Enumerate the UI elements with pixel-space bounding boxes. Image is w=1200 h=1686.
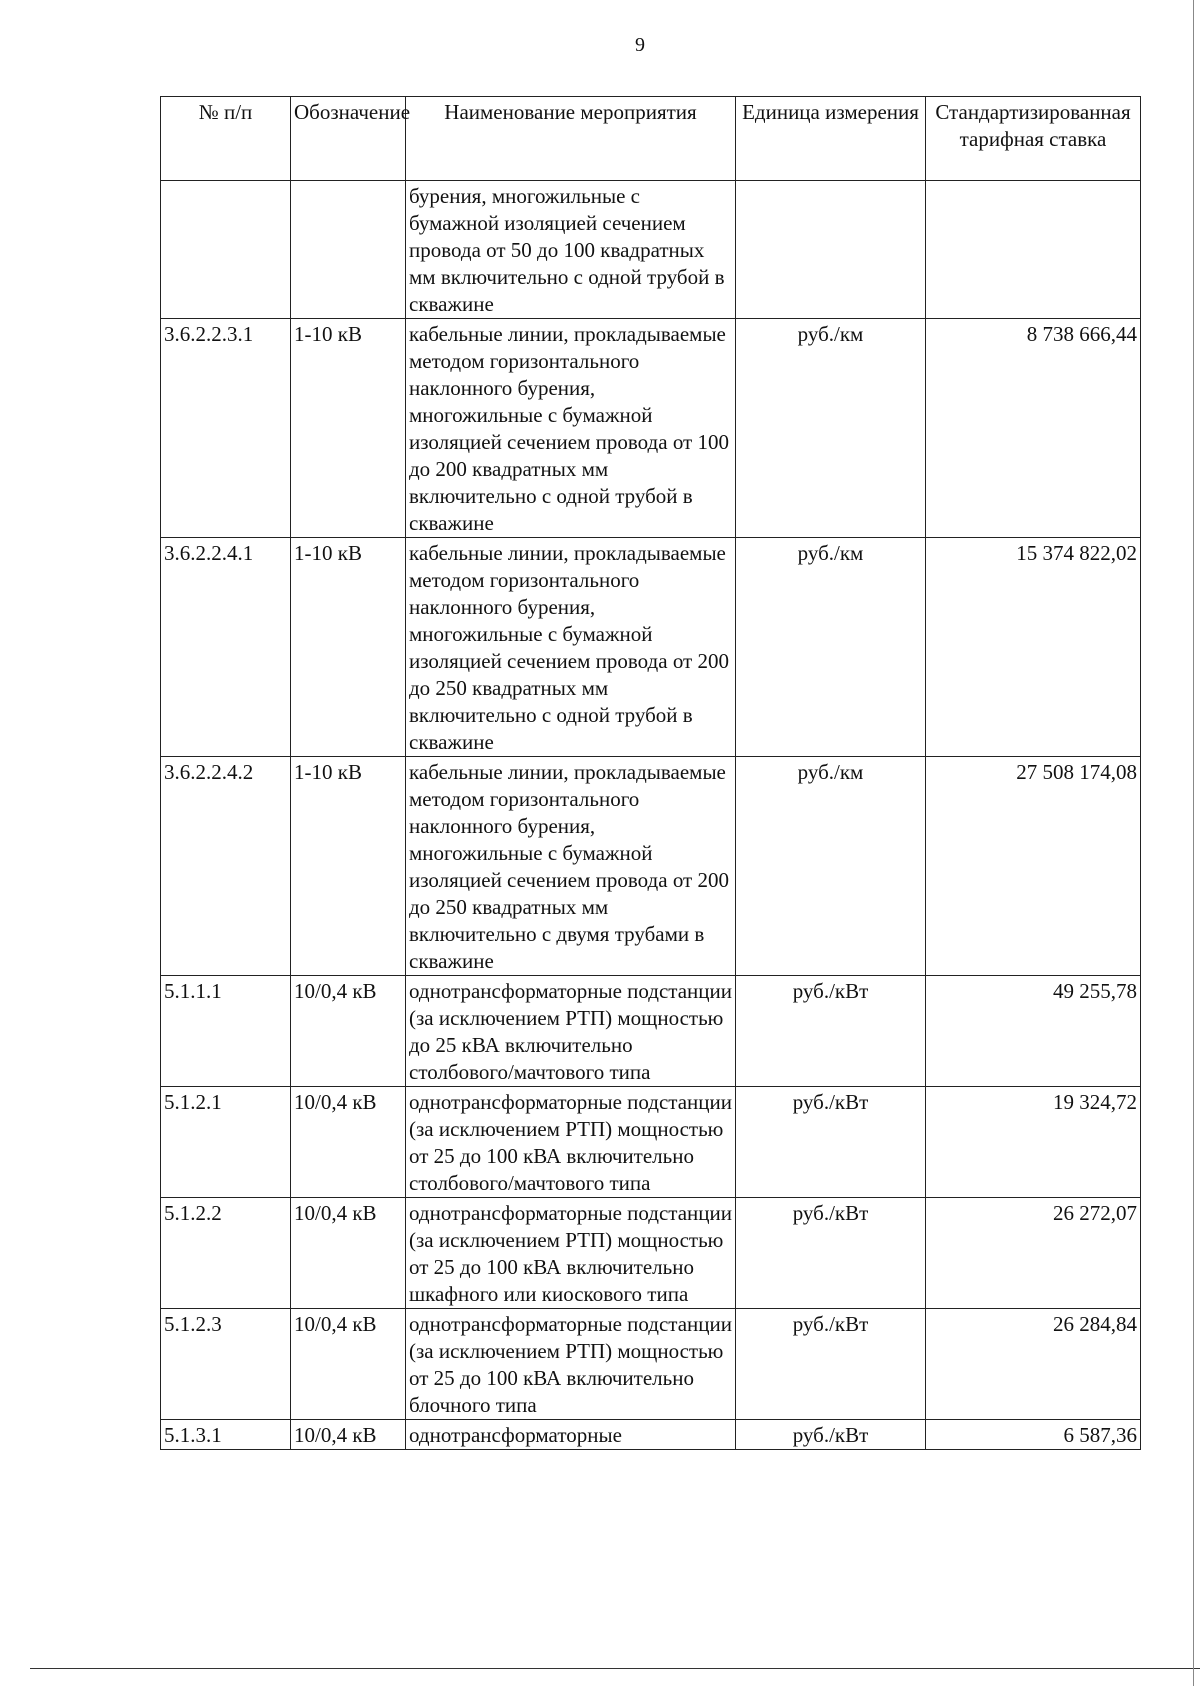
header-num: № п/п xyxy=(161,97,291,181)
row-name: кабельные линии, прокладываемые методом горизонтального наклонного бурения, многожильные с бумажной изоляцией сечением провода от 200 до 250 квадратных мм включительно с двумя трубами в скважине xyxy=(406,757,736,976)
row-designation: 1-10 кВ xyxy=(291,319,406,538)
row-designation: 10/0,4 кВ xyxy=(291,1420,406,1450)
row-unit: руб./кВт xyxy=(736,976,926,1087)
table-row xyxy=(161,319,1141,538)
row-num: 5.1.3.1 xyxy=(161,1420,291,1450)
row-num: 5.1.2.1 xyxy=(161,1087,291,1198)
row-num: 3.6.2.2.3.1 xyxy=(161,319,291,538)
row-rate xyxy=(926,181,1141,319)
row-designation: 1-10 кВ xyxy=(291,757,406,976)
row-name: однотрансформаторные подстанции (за исключением РТП) мощностью от 25 до 100 кВА включительно шкафного или киоскового типа xyxy=(406,1198,736,1309)
row-designation: 10/0,4 кВ xyxy=(291,1087,406,1198)
row-num: 5.1.2.2 xyxy=(161,1198,291,1309)
table-row xyxy=(161,976,1141,1087)
table-row xyxy=(161,1420,1141,1450)
page-right-edge xyxy=(1193,0,1194,1686)
row-unit: руб./кВт xyxy=(736,1309,926,1420)
row-rate: 19 324,72 xyxy=(926,1087,1141,1198)
row-designation: 10/0,4 кВ xyxy=(291,1198,406,1309)
row-num: 5.1.1.1 xyxy=(161,976,291,1087)
table-row xyxy=(161,757,1141,976)
header-designation: Обозначение xyxy=(291,97,406,181)
row-rate: 49 255,78 xyxy=(926,976,1141,1087)
row-name: кабельные линии, прокладываемые методом горизонтального наклонного бурения, многожильные с бумажной изоляцией сечением провода от 200 до 250 квадратных мм включительно с одной трубой в скважине xyxy=(406,538,736,757)
row-rate: 26 272,07 xyxy=(926,1198,1141,1309)
row-num xyxy=(161,181,291,319)
row-num: 3.6.2.2.4.1 xyxy=(161,538,291,757)
row-rate: 8 738 666,44 xyxy=(926,319,1141,538)
row-designation: 10/0,4 кВ xyxy=(291,976,406,1087)
table-row xyxy=(161,538,1141,757)
row-num: 3.6.2.2.4.2 xyxy=(161,757,291,976)
table-row xyxy=(161,1087,1141,1198)
row-name: бурения, многожильные с бумажной изоляцией сечением провода от 50 до 100 квадратных мм включительно с одной трубой в скважине xyxy=(406,181,736,319)
row-unit: руб./км xyxy=(736,319,926,538)
table-header-row xyxy=(161,97,1141,181)
table-row xyxy=(161,181,1141,319)
row-designation xyxy=(291,181,406,319)
page-number: 9 xyxy=(635,34,645,56)
row-name: однотрансформаторные подстанции (за исключением РТП) мощностью от 25 до 100 кВА включительно блочного типа xyxy=(406,1309,736,1420)
header-rate: Стандартизированная тарифная ставка xyxy=(926,97,1141,181)
row-unit: руб./км xyxy=(736,538,926,757)
row-name: однотрансформаторные подстанции (за исключением РТП) мощностью до 25 кВА включительно столбового/мачтового типа xyxy=(406,976,736,1087)
row-designation: 10/0,4 кВ xyxy=(291,1309,406,1420)
row-name: однотрансформаторные подстанции (за исключением РТП) мощностью от 25 до 100 кВА включительно столбового/мачтового типа xyxy=(406,1087,736,1198)
row-num: 5.1.2.3 xyxy=(161,1309,291,1420)
row-name: однотрансформаторные xyxy=(406,1420,736,1450)
row-rate: 6 587,36 xyxy=(926,1420,1141,1450)
row-rate: 26 284,84 xyxy=(926,1309,1141,1420)
row-designation: 1-10 кВ xyxy=(291,538,406,757)
row-rate: 27 508 174,08 xyxy=(926,757,1141,976)
tariff-table xyxy=(160,96,1141,1450)
table-row xyxy=(161,1198,1141,1309)
page-bottom-edge xyxy=(30,1668,1200,1669)
row-unit: руб./кВт xyxy=(736,1420,926,1450)
header-unit: Единица измерения xyxy=(736,97,926,181)
row-name: кабельные линии, прокладываемые методом горизонтального наклонного бурения, многожильные с бумажной изоляцией сечением провода от 100 до 200 квадратных мм включительно с одной трубой в скважине xyxy=(406,319,736,538)
row-unit: руб./кВт xyxy=(736,1198,926,1309)
header-name: Наименование мероприятия xyxy=(406,97,736,181)
row-unit: руб./км xyxy=(736,757,926,976)
row-unit: руб./кВт xyxy=(736,1087,926,1198)
row-rate: 15 374 822,02 xyxy=(926,538,1141,757)
row-unit xyxy=(736,181,926,319)
table-row xyxy=(161,1309,1141,1420)
